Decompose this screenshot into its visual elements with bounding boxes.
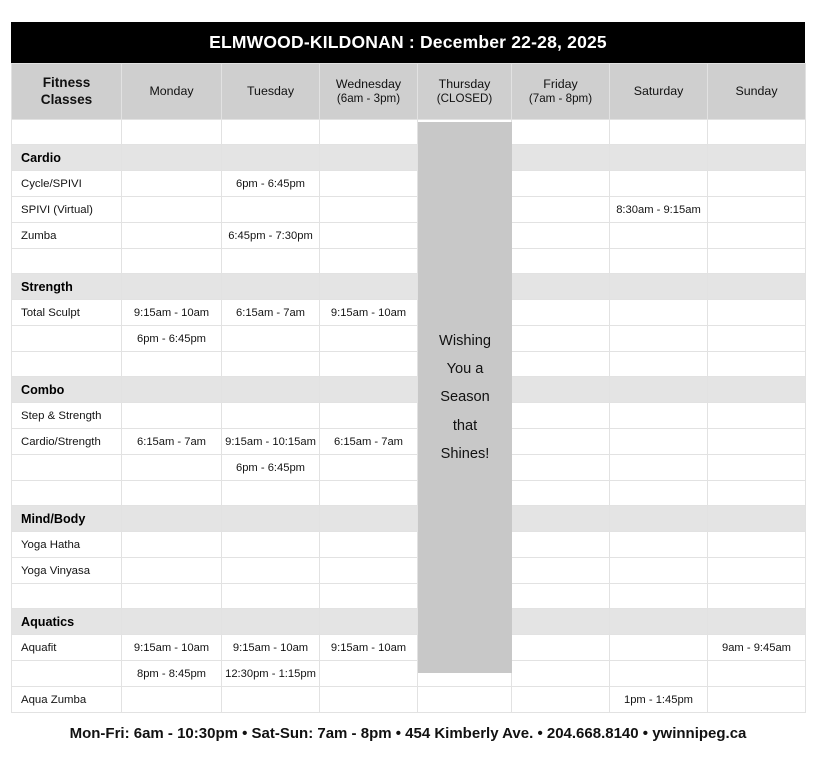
class-time-cell <box>610 403 708 429</box>
class-time-cell <box>222 403 320 429</box>
column-header-hours: (CLOSED) <box>436 92 493 105</box>
column-header-monday <box>122 64 222 120</box>
class-time-cell: 6:15am - 7am <box>320 429 418 455</box>
closed-message-line: Shines! <box>440 445 490 462</box>
class-time-cell <box>320 352 418 377</box>
class-time-cell <box>610 274 708 300</box>
class-time-cell <box>512 661 610 687</box>
class-time-cell <box>708 120 806 145</box>
class-row <box>12 223 806 249</box>
class-time-cell <box>512 687 610 713</box>
class-name <box>12 481 122 506</box>
class-time-cell <box>610 584 708 609</box>
class-time-cell <box>122 171 222 197</box>
section-header-row <box>12 274 806 300</box>
class-time-cell <box>320 455 418 481</box>
thursday-closed-message <box>418 122 512 673</box>
class-time-cell <box>122 609 222 635</box>
class-time-cell <box>708 300 806 326</box>
table-header-row <box>12 64 806 120</box>
class-name: Cardio/Strength <box>12 429 122 455</box>
class-time-cell <box>512 223 610 249</box>
class-time-cell <box>320 506 418 532</box>
class-time-cell <box>320 197 418 223</box>
class-time-cell <box>320 326 418 352</box>
column-header-tuesday <box>222 64 320 120</box>
class-time-cell <box>512 481 610 506</box>
class-time-cell <box>512 429 610 455</box>
class-row <box>12 171 806 197</box>
class-time-cell: 8pm - 8:45pm <box>122 661 222 687</box>
class-time-cell <box>512 197 610 223</box>
class-time-cell <box>122 274 222 300</box>
column-header-friday <box>512 64 610 120</box>
class-time-cell <box>122 145 222 171</box>
class-time-cell: 6:45pm - 7:30pm <box>222 223 320 249</box>
class-time-cell <box>222 377 320 403</box>
class-time-cell <box>320 377 418 403</box>
class-time-cell <box>512 506 610 532</box>
class-time-cell <box>122 120 222 145</box>
class-time-cell <box>222 120 320 145</box>
class-name <box>12 249 122 274</box>
class-time-cell <box>222 532 320 558</box>
class-time-cell <box>610 635 708 661</box>
page-title: ELMWOOD-KILDONAN : December 22-28, 2025 <box>11 22 805 63</box>
class-time-cell <box>512 249 610 274</box>
section-header-row <box>12 609 806 635</box>
class-time-cell <box>222 326 320 352</box>
class-time-cell <box>320 145 418 171</box>
class-time-cell <box>610 532 708 558</box>
class-row <box>12 635 806 661</box>
class-time-cell <box>320 532 418 558</box>
section-name: Mind/Body <box>12 506 122 532</box>
class-name: SPIVI (Virtual) <box>12 197 122 223</box>
table-body <box>12 120 806 713</box>
column-header-label: Fitness <box>42 74 91 90</box>
class-time-cell <box>610 171 708 197</box>
class-time-cell <box>708 403 806 429</box>
class-time-cell <box>610 455 708 481</box>
class-time-cell <box>222 145 320 171</box>
class-time-cell <box>122 584 222 609</box>
class-row <box>12 687 806 713</box>
class-time-cell <box>708 661 806 687</box>
class-time-cell <box>122 352 222 377</box>
closed-message-line: Wishing <box>439 333 491 350</box>
class-time-cell: 9:15am - 10am <box>122 635 222 661</box>
spacer-row <box>12 481 806 506</box>
class-time-cell <box>610 352 708 377</box>
class-time-cell <box>122 455 222 481</box>
class-name: Total Sculpt <box>12 300 122 326</box>
class-time-cell: 6pm - 6:45pm <box>222 455 320 481</box>
class-time-cell <box>610 661 708 687</box>
class-name <box>12 455 122 481</box>
class-time-cell <box>708 326 806 352</box>
class-time-cell <box>708 609 806 635</box>
column-header-label: Monday <box>149 83 194 98</box>
class-time-cell <box>320 274 418 300</box>
class-row <box>12 197 806 223</box>
class-time-cell <box>610 481 708 506</box>
class-time-cell: 9:15am - 10:15am <box>222 429 320 455</box>
class-time-cell <box>122 377 222 403</box>
class-time-cell <box>512 532 610 558</box>
column-header-label: Sunday <box>735 83 778 98</box>
class-time-cell <box>708 506 806 532</box>
class-time-cell <box>222 352 320 377</box>
class-time-cell <box>610 429 708 455</box>
class-time-cell <box>708 274 806 300</box>
column-header-fitness-classes <box>12 64 122 120</box>
class-time-cell <box>222 249 320 274</box>
class-time-cell <box>610 249 708 274</box>
column-header-thursday <box>418 64 512 120</box>
class-time-cell <box>708 481 806 506</box>
section-name: Cardio <box>12 145 122 171</box>
class-time-cell <box>320 223 418 249</box>
spacer-row <box>12 584 806 609</box>
closed-message-text <box>439 327 491 467</box>
class-time-cell <box>708 145 806 171</box>
class-time-cell <box>610 120 708 145</box>
column-header-saturday <box>610 64 708 120</box>
section-name: Combo <box>12 377 122 403</box>
class-time-cell <box>122 197 222 223</box>
class-time-cell <box>512 455 610 481</box>
class-row <box>12 403 806 429</box>
class-time-cell <box>610 223 708 249</box>
class-time-cell: 9:15am - 10am <box>222 635 320 661</box>
class-time-cell <box>512 120 610 145</box>
class-time-cell <box>512 377 610 403</box>
class-name <box>12 661 122 687</box>
closed-message-line: You a <box>446 361 484 378</box>
class-time-cell <box>512 584 610 609</box>
class-time-cell <box>320 120 418 145</box>
class-time-cell <box>610 506 708 532</box>
class-time-cell <box>122 403 222 429</box>
class-time-cell <box>708 249 806 274</box>
class-time-cell <box>222 558 320 584</box>
class-time-cell <box>708 223 806 249</box>
class-time-cell: 6pm - 6:45pm <box>222 171 320 197</box>
class-row <box>12 326 806 352</box>
column-header-label: Friday <box>543 76 578 91</box>
class-time-cell <box>610 377 708 403</box>
column-header-wednesday <box>320 64 418 120</box>
class-time-cell <box>320 584 418 609</box>
class-time-cell <box>512 403 610 429</box>
class-time-cell: 9:15am - 10am <box>122 300 222 326</box>
class-time-cell <box>320 609 418 635</box>
spacer-row <box>12 249 806 274</box>
spacer-row <box>12 120 806 145</box>
class-time-cell <box>708 197 806 223</box>
class-time-cell <box>708 584 806 609</box>
class-time-cell <box>122 481 222 506</box>
class-name: Cycle/SPIVI <box>12 171 122 197</box>
section-header-row <box>12 506 806 532</box>
class-time-cell <box>610 300 708 326</box>
class-name <box>12 120 122 145</box>
column-header-hours: (6am - 3pm) <box>336 92 401 105</box>
class-time-cell <box>512 171 610 197</box>
class-time-cell <box>122 249 222 274</box>
column-header-label: Tuesday <box>246 83 295 98</box>
column-header-hours: (7am - 8pm) <box>528 92 593 105</box>
class-time-cell <box>512 274 610 300</box>
class-time-cell <box>320 481 418 506</box>
class-name <box>12 584 122 609</box>
section-header-row <box>12 145 806 171</box>
class-time-cell <box>320 171 418 197</box>
class-time-cell <box>320 249 418 274</box>
class-time-cell <box>708 558 806 584</box>
class-time-cell <box>320 403 418 429</box>
class-time-cell <box>610 145 708 171</box>
footer-info: Mon-Fri: 6am - 10:30pm • Sat-Sun: 7am - 8pm • 454 Kimberly Ave. • 204.668.8140 • ywinnipeg.ca <box>69 725 747 742</box>
class-time-cell <box>512 352 610 377</box>
class-time-cell: 8:30am - 9:15am <box>610 197 708 223</box>
class-time-cell <box>610 326 708 352</box>
class-time-cell <box>122 532 222 558</box>
class-time-cell: 12:30pm - 1:15pm <box>222 661 320 687</box>
class-time-cell: 9am - 9:45am <box>708 635 806 661</box>
class-time-cell <box>610 558 708 584</box>
class-time-cell <box>708 377 806 403</box>
class-time-cell <box>122 687 222 713</box>
class-time-cell: 9:15am - 10am <box>320 300 418 326</box>
class-time-cell <box>708 429 806 455</box>
class-name: Yoga Hatha <box>12 532 122 558</box>
class-time-cell <box>222 274 320 300</box>
fitness-schedule-table <box>11 63 806 713</box>
closed-message-line: Season <box>440 389 490 406</box>
class-time-cell: 6:15am - 7am <box>122 429 222 455</box>
class-name: Aqua Zumba <box>12 687 122 713</box>
class-row <box>12 455 806 481</box>
class-time-cell <box>708 687 806 713</box>
class-time-cell <box>122 558 222 584</box>
class-time-cell <box>512 609 610 635</box>
column-header-label: Saturday <box>633 83 684 98</box>
class-time-cell <box>610 609 708 635</box>
class-name <box>12 326 122 352</box>
class-row <box>12 300 806 326</box>
class-name: Yoga Vinyasa <box>12 558 122 584</box>
section-header-row <box>12 377 806 403</box>
spacer-row <box>12 352 806 377</box>
class-time-cell <box>320 558 418 584</box>
class-row <box>12 532 806 558</box>
class-time-cell <box>222 506 320 532</box>
class-time-cell <box>512 635 610 661</box>
column-header-label: Wednesday <box>335 76 402 91</box>
class-row <box>12 661 806 687</box>
class-time-cell: 6pm - 6:45pm <box>122 326 222 352</box>
class-time-cell <box>222 609 320 635</box>
class-time-cell <box>512 145 610 171</box>
section-name: Strength <box>12 274 122 300</box>
class-time-cell <box>708 455 806 481</box>
class-time-cell <box>708 532 806 558</box>
column-header-label-2: Classes <box>40 91 93 107</box>
class-time-cell <box>320 687 418 713</box>
class-time-cell <box>222 481 320 506</box>
class-time-cell <box>122 223 222 249</box>
class-time-cell <box>320 661 418 687</box>
class-time-cell: 1pm - 1:45pm <box>610 687 708 713</box>
class-name: Aquafit <box>12 635 122 661</box>
class-row <box>12 429 806 455</box>
section-name: Aquatics <box>12 609 122 635</box>
class-time-cell <box>222 197 320 223</box>
class-time-cell <box>512 558 610 584</box>
closed-message-line: that <box>452 417 478 434</box>
class-time-cell <box>222 687 320 713</box>
class-row <box>12 558 806 584</box>
class-time-cell <box>512 326 610 352</box>
class-time-cell <box>418 687 512 713</box>
class-time-cell <box>512 300 610 326</box>
class-name: Zumba <box>12 223 122 249</box>
class-name <box>12 352 122 377</box>
class-time-cell: 6:15am - 7am <box>222 300 320 326</box>
column-header-label: Thursday <box>438 76 491 91</box>
class-time-cell <box>708 352 806 377</box>
class-time-cell: 9:15am - 10am <box>320 635 418 661</box>
class-time-cell <box>708 171 806 197</box>
table-header <box>12 64 806 120</box>
class-time-cell <box>122 506 222 532</box>
class-time-cell <box>222 584 320 609</box>
class-name: Step & Strength <box>12 403 122 429</box>
column-header-sunday <box>708 64 806 120</box>
